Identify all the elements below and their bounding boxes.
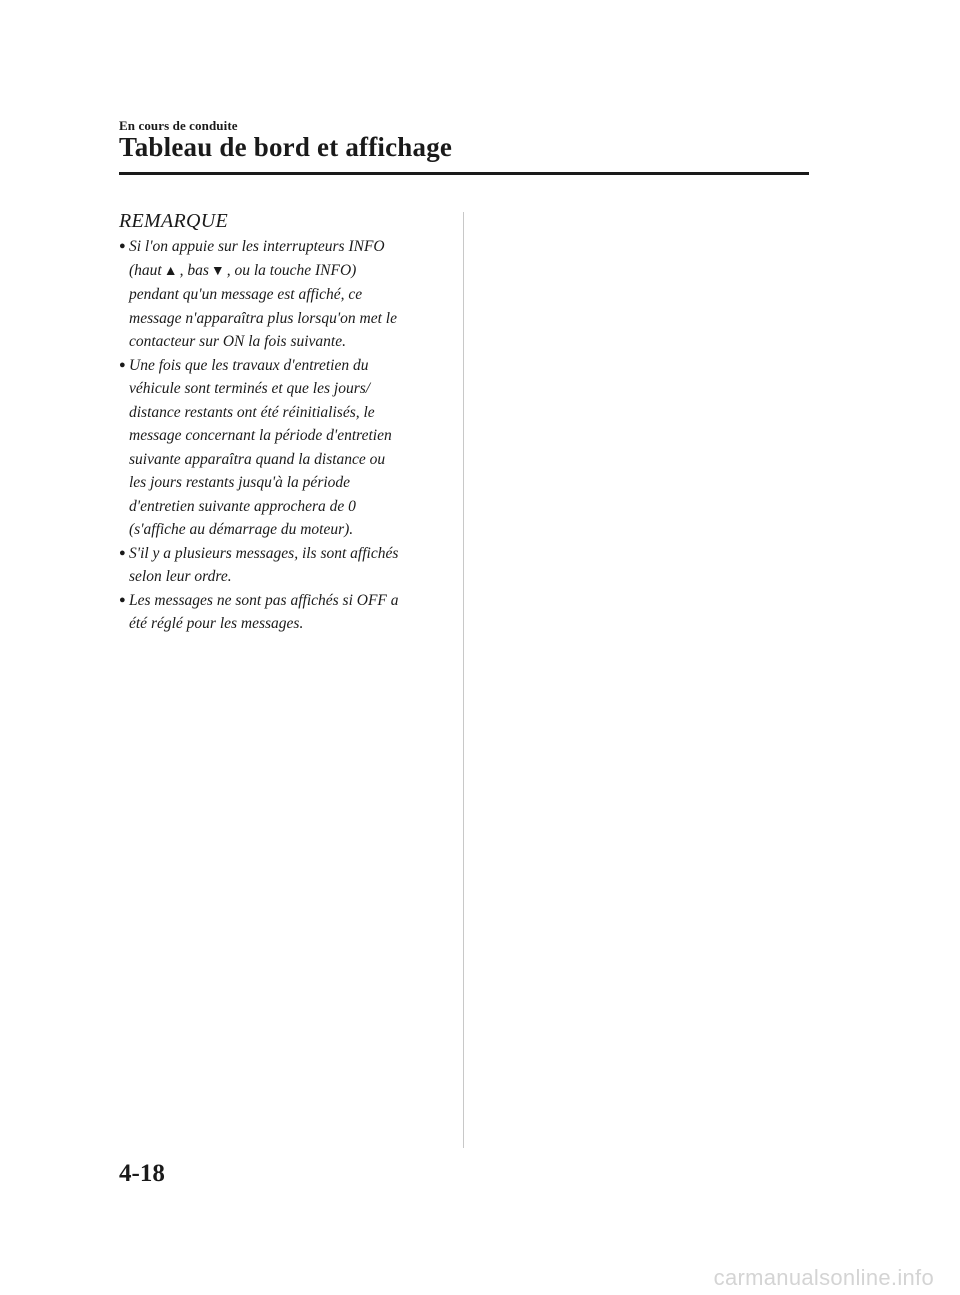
chapter-title: Tableau de bord et affichage	[119, 132, 453, 162]
column-divider	[463, 212, 464, 1148]
watermark: carmanualsonline.info	[713, 1265, 934, 1290]
note-block	[119, 210, 449, 636]
note-line: d'entretien suivante approchera de 0	[129, 497, 356, 515]
note-line: distance restants ont été réinitialisés, le	[129, 403, 375, 421]
up-triangle-icon: ▲	[163, 263, 178, 279]
note-line: les jours restants jusqu'à la période	[129, 474, 351, 491]
note-line: véhicule sont terminés et que les jours/	[129, 380, 371, 397]
bullet-icon: ●	[119, 240, 126, 252]
note-item	[119, 235, 449, 354]
note-line-with-icons: (haut ▲ , bas ▼ , ou la touche INFO)	[129, 259, 449, 284]
note-item	[119, 542, 449, 589]
note-item	[119, 354, 449, 542]
note-line: suivante apparaîtra quand la distance ou	[129, 450, 386, 468]
note-line: (s'affiche au démarrage du moteur).	[129, 521, 354, 538]
note-line: Les messages ne sont pas affichés si OFF a	[129, 591, 399, 609]
note-line: S'il y a plusieurs messages, ils sont affichés	[129, 544, 399, 562]
section-label: En cours de conduite	[119, 118, 238, 133]
note-line: pendant qu'un message est affiché, ce	[129, 286, 363, 303]
title-rule	[119, 172, 809, 175]
note-line: Si l'on appuie sur les interrupteurs INFO	[129, 238, 385, 255]
note-line: selon leur ordre.	[129, 568, 232, 585]
note-line: contacteur sur ON la fois suivante.	[129, 333, 346, 350]
note-line: été réglé pour les messages.	[129, 615, 304, 632]
note-list	[119, 235, 449, 636]
page-number: 4-18	[119, 1160, 165, 1187]
note-item	[119, 589, 449, 636]
note-line: message concernant la période d'entretien	[129, 427, 392, 444]
bullet-icon: ●	[119, 593, 126, 606]
note-line: message n'apparaîtra plus lorsqu'on met le	[129, 309, 397, 327]
note-heading: REMARQUE	[119, 210, 229, 232]
down-triangle-icon: ▼	[210, 263, 225, 279]
bullet-icon: ●	[119, 358, 126, 371]
note-line: Une fois que les travaux d'entretien du	[129, 356, 369, 374]
bullet-icon: ●	[119, 546, 126, 559]
